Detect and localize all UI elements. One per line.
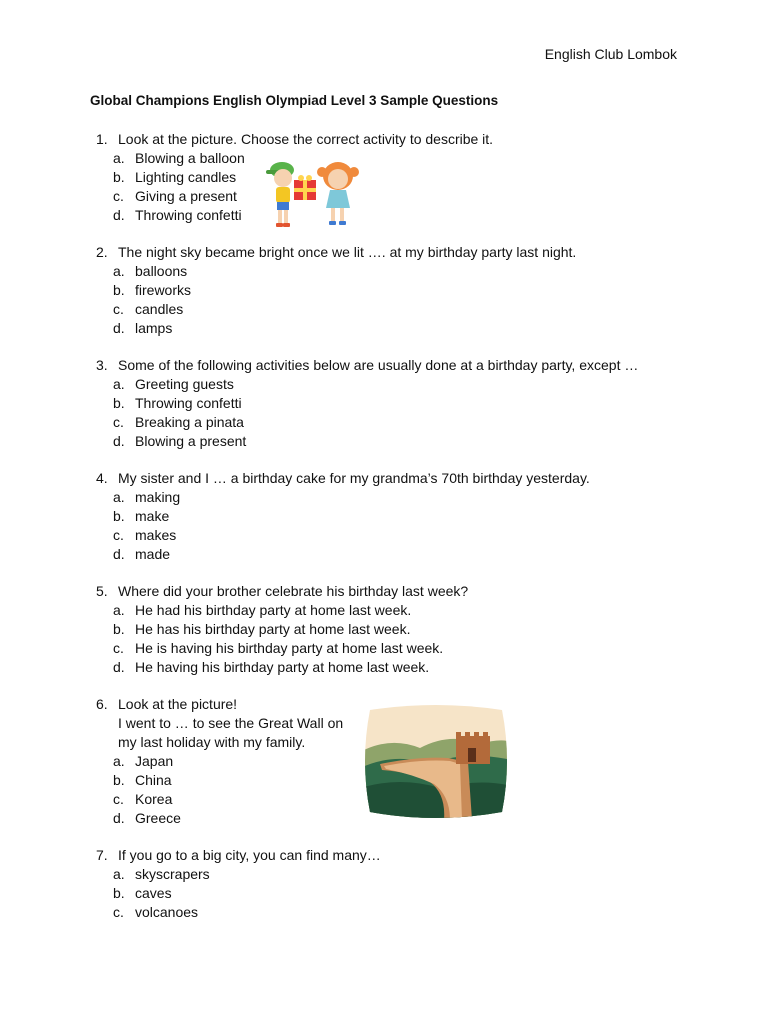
question-number: 3. <box>96 357 108 373</box>
great-wall-illustration <box>360 702 512 820</box>
question-number: 6. <box>96 696 108 712</box>
question-text: Some of the following activities below are usually done at a birthday party, except … <box>118 357 639 373</box>
question-text-line-3: my last holiday with my family. <box>118 734 306 750</box>
question-text-line-2: I went to … to see the Great Wall on <box>118 715 344 731</box>
question-number: 4. <box>96 470 108 486</box>
question-number: 5. <box>96 583 108 599</box>
question-text: The night sky became bright once we lit …. at my birthday party last night. <box>118 244 577 260</box>
question-text: If you go to a big city, you can find many… <box>118 847 381 863</box>
question-text: Look at the picture! <box>118 696 238 712</box>
document-title: Global Champions English Olympiad Level 3 Sample Questions <box>90 93 499 108</box>
question-text: Look at the picture. Choose the correct activity to describe it. <box>118 131 494 147</box>
kids-giving-present-illustration <box>258 152 362 230</box>
question-number: 1. <box>96 131 108 147</box>
question-number: 7. <box>96 847 108 863</box>
question-text: Where did your brother celebrate his birthday last week? <box>118 583 469 599</box>
question-text: My sister and I … a birthday cake for my grandma’s 70th birthday yesterday. <box>118 470 590 486</box>
question-number: 2. <box>96 244 108 260</box>
organization-name: English Club Lombok <box>544 46 677 62</box>
